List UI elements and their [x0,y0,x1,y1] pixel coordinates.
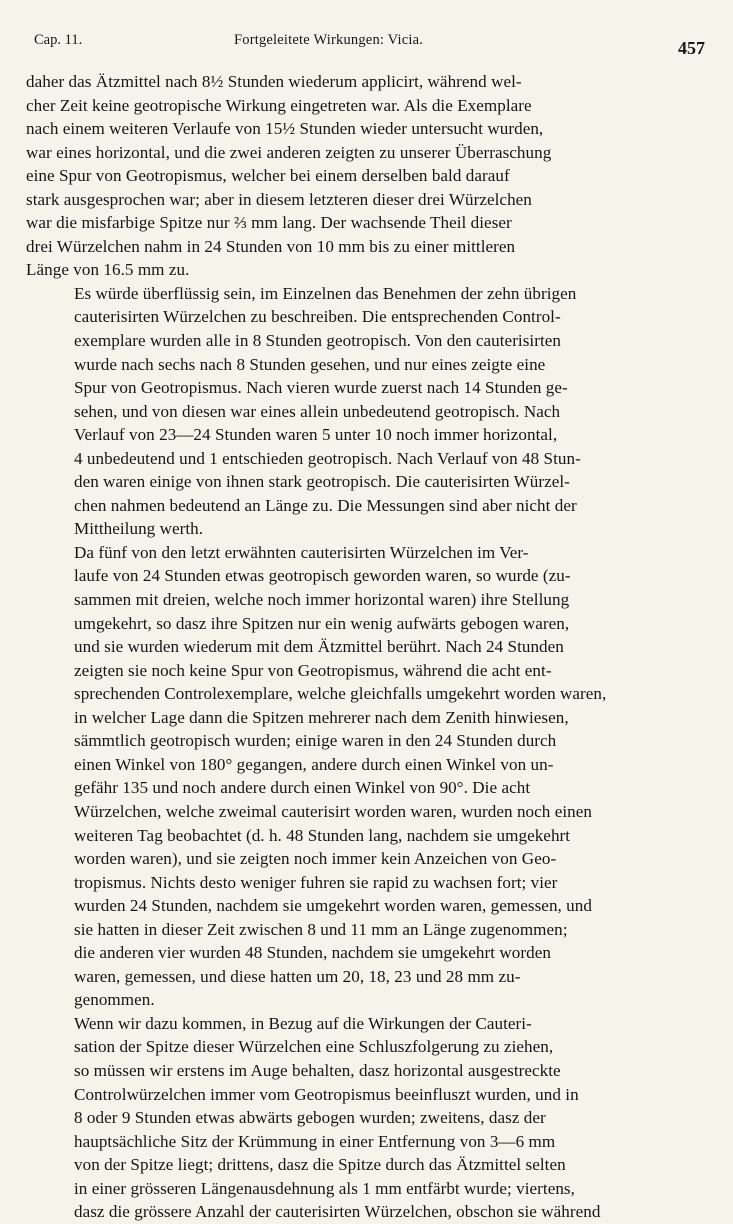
text-line: cher Zeit keine geotropische Wirkung eingetreten war. Als die Exemplare [26,95,532,115]
text-line: nach einem weiteren Verlaufe von 15½ Stunden wieder untersucht wurden, [26,119,544,139]
paragraph [26,541,687,1012]
text-line: sation der Spitze dieser Würzelchen eine Schluszfolgerung zu ziehen, [74,1037,554,1057]
text-line: einen Winkel von 180° gegangen, andere durch einen Winkel von un- [74,754,554,774]
running-title: Fortgeleitete Wirkungen: Vicia. [234,32,424,48]
text-line: 4 unbedeutend und 1 entschieden geotropisch. Nach Verlauf von 48 Stun- [74,448,581,468]
text-line: sie hatten in dieser Zeit zwischen 8 und 11 mm an Länge zugenommen; [74,919,568,939]
text-line: so müssen wir erstens im Auge behalten, dasz horizontal ausgestreckte [74,1060,561,1080]
page-number: 457 [678,38,705,58]
running-header [26,28,705,70]
text-line: zeigten sie noch keine Spur von Geotropismus, während die acht ent- [74,660,552,680]
text-line: sämmtlich geotropisch wurden; einige waren in den 24 Stunden durch [74,731,557,751]
text-line: von der Spitze liegt; drittens, dasz die Spitze durch das Ätzmittel selten [74,1155,566,1175]
text-line: Wenn wir dazu kommen, in Bezug auf die Wirkungen der Cauteri- [74,1013,532,1033]
text-line: Spur von Geotropismus. Nach vieren wurde zuerst nach 14 Stunden ge- [74,378,568,398]
text-line: umgekehrt, so dasz ihre Spitzen nur ein wenig aufwärts gebogen waren, [74,613,570,633]
text-line: sprechenden Controlexemplare, welche gleichfalls umgekehrt worden waren, [74,684,607,704]
text-line: exemplare wurden alle in 8 Stunden geotropisch. Von den cauterisirten [74,331,562,351]
text-line: 8 oder 9 Stunden etwas abwärts gebogen wurden; zweitens, dasz der [74,1108,546,1128]
text-line: stark ausgesprochen war; aber in diesem letzteren dieser drei Würzelchen [26,189,532,209]
paragraph [26,1012,687,1224]
text-line: Da fünf von den letzt erwähnten cauterisirten Würzelchen im Ver- [74,542,529,562]
chapter-label: Cap. 11. [34,32,83,48]
text-line: Würzelchen, welche zweimal cauterisirt worden waren, wurden noch einen [74,801,592,821]
text-line: tropismus. Nichts desto weniger fuhren sie rapid zu wachsen fort; vier [74,872,558,892]
text-line: cauterisirten Würzelchen zu beschreiben. Die entsprechenden Control- [74,307,561,327]
text-line: sammen mit dreien, welche noch immer horizontal waren) ihre Stellung [74,590,570,610]
text-line: Controlwürzelchen immer vom Geotropismus beeinfluszt wurden, und in [74,1084,579,1104]
text-line: wurde nach sechs nach 8 Stunden gesehen, und nur eines zeigte eine [74,354,546,374]
text-line: wurden 24 Stunden, nachdem sie umgekehrt worden waren, gemessen, und [74,896,592,916]
text-line: die anderen vier wurden 48 Stunden, nachdem sie umgekehrt worden [74,943,551,963]
text-line: waren, gemessen, und diese hatten um 20, 18, 23 und 28 mm zu- [74,966,521,986]
text-line: drei Würzelchen nahm in 24 Stunden von 10 mm bis zu einer mittleren [26,236,516,256]
paragraph [26,70,687,282]
text-line: sehen, und von diesen war eines allein unbedeutend geotropisch. Nach [74,401,561,421]
text-line: den waren einige von ihnen stark geotropisch. Die cauterisirten Würzel- [74,472,570,492]
text-line: worden waren), und sie zeigten noch immer kein Anzeichen von Geo- [74,849,557,869]
text-line: Länge von 16.5 mm zu. [26,260,190,280]
text-line: eine Spur von Geotropismus, welcher bei einem derselben bald darauf [26,166,510,186]
body-text [26,70,687,1224]
text-line: war die misfarbige Spitze nur ⅔ mm lang. Der wachsende Theil dieser [26,213,512,233]
text-line: war eines horizontal, und die zwei anderen zeigten zu unserer Überraschung [26,142,552,162]
text-line: in welcher Lage dann die Spitzen mehrerer nach dem Zenith hinwiesen, [74,707,569,727]
text-line: genommen. [74,990,155,1010]
paragraph [26,282,687,541]
text-line: chen nahmen bedeutend an Länge zu. Die Messungen sind aber nicht der [74,495,577,515]
text-line: gefähr 135 und noch andere durch einen Winkel von 90°. Die acht [74,778,531,798]
text-line: hauptsächliche Sitz der Krümmung in einer Entfernung von 3—6 mm [74,1131,556,1151]
text-line: Verlauf von 23—24 Stunden waren 5 unter 10 noch immer horizontal, [74,425,558,445]
text-line: in einer grösseren Längenausdehnung als 1 mm entfärbt wurde; viertens, [74,1178,575,1198]
text-line: und sie wurden wiederum mit dem Ätzmittel berührt. Nach 24 Stunden [74,637,564,657]
text-line: laufe von 24 Stunden etwas geotropisch geworden waren, so wurde (zu- [74,566,571,586]
text-line: Mittheilung werth. [74,519,204,539]
text-line: weiteren Tag beobachtet (d. h. 48 Stunden lang, nachdem sie umgekehrt [74,825,571,845]
text-line: daher das Ätzmittel nach 8½ Stunden wiederum applicirt, während wel- [26,72,522,91]
text-line: dasz die grössere Anzahl der cauterisirten Würzelchen, obschon sie während [74,1202,601,1222]
text-line: Es würde überflüssig sein, im Einzelnen das Benehmen der zehn übrigen [74,283,577,303]
